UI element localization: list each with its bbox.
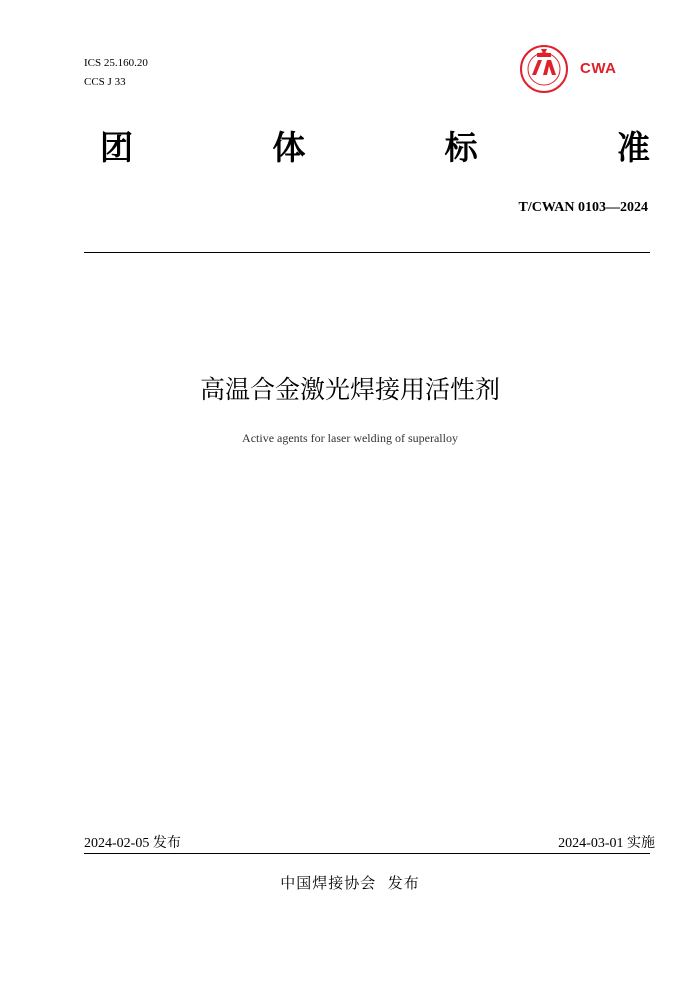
cwa-logo: [519, 44, 629, 94]
standard-type-char: 体: [272, 128, 306, 167]
logo-text: CWA: [580, 60, 617, 77]
ics-code: ICS 25.160.20: [84, 57, 148, 69]
implement-date-label: 实施: [627, 835, 655, 851]
cwa-emblem-icon: [519, 44, 571, 94]
title-english: Active agents for laser welding of superalloy: [242, 431, 458, 445]
publisher: 中国焊接协会 发布: [280, 874, 420, 892]
standard-type-char: 团: [100, 128, 133, 167]
bottom-divider: [84, 853, 650, 854]
standard-type-heading: [100, 122, 650, 169]
top-divider: [84, 252, 650, 253]
ccs-code: CCS J 33: [84, 76, 126, 88]
implement-date: [558, 832, 655, 852]
standard-type-char: 准: [616, 128, 650, 167]
publish-date-value: 2024-02-05: [84, 836, 150, 851]
standard-number: T/CWAN 0103—2024: [518, 200, 648, 215]
implement-date-value: 2024-03-01: [558, 836, 624, 851]
title-chinese: 高温合金激光焊接用活性剂: [199, 375, 500, 404]
classification-codes: [84, 54, 148, 92]
publish-date: [84, 832, 181, 852]
publish-date-label: 发布: [152, 835, 181, 851]
standard-type-char: 标: [444, 128, 478, 167]
